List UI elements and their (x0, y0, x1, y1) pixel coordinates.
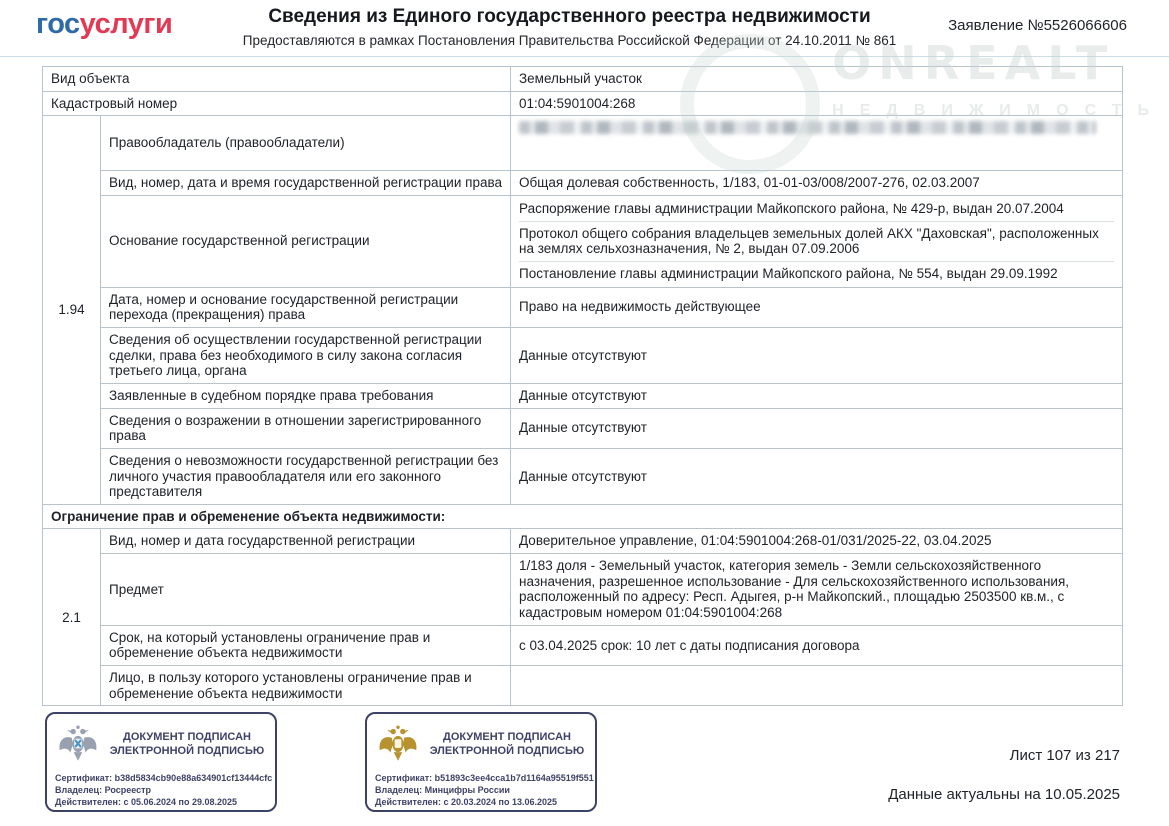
row-label: Вид объекта (43, 67, 511, 92)
application-number: Заявление №5526066606 (948, 17, 1127, 34)
row-value: Данные отсутствуют (511, 327, 1123, 383)
watermark-line2: НЕДВИЖИМОСТЬ (832, 102, 1165, 119)
page-subtitle: Предоставляются в рамках Постановления Правительства Российской Федерации от 24.10.2011 № 861 (242, 33, 897, 48)
value-paragraph: Распоряжение главы администрации Майкопского района, № 429-р, выдан 20.07.2004 (519, 200, 1064, 216)
table-row (43, 116, 1123, 171)
logo-part-gos: гос (36, 8, 80, 40)
signature-stamp-rosreestr (45, 712, 277, 812)
header-divider (0, 56, 1169, 57)
section-row (43, 504, 1123, 529)
section-header: Ограничение прав и обременение объекта недвижимости: (43, 504, 1123, 529)
logo-part-uslugi: услуги (79, 8, 173, 40)
row-label: Вид, номер, дата и время государственной регистрации права (101, 171, 511, 196)
russia-coat-of-arms-icon (375, 721, 421, 767)
row-value (511, 116, 1123, 171)
table-row (43, 383, 1123, 408)
stamp-title: ДОКУМЕНТ ПОДПИСАН ЭЛЕКТРОННОЙ ПОДПИСЬЮ (429, 730, 585, 757)
stamp-title: ДОКУМЕНТ ПОДПИСАН ЭЛЕКТРОННОЙ ПОДПИСЬЮ (109, 730, 265, 757)
table-row (43, 554, 1123, 626)
gosuslugi-logo (36, 8, 172, 41)
row-value: Общая долевая собственность, 1/183, 01-01-03/008/2007-276, 02.03.2007 (511, 171, 1123, 196)
value-paragraph: Постановление главы администрации Майкопского района, № 554, выдан 29.09.1992 (519, 261, 1114, 286)
row-value: Земельный участок (511, 67, 1123, 92)
redacted-content (519, 121, 1096, 134)
row-value: Данные отсутствуют (511, 448, 1123, 504)
row-label: Срок, на который установлены ограничение прав и обременение объекта недвижимости (101, 625, 511, 665)
signature-stamp-mincifry (365, 712, 597, 812)
data-actuality-date: Данные актуальны на 10.05.2025 (888, 786, 1120, 803)
row-label: Сведения об осуществлении государственной регистрации сделки, права без необходимого в силу закона согласия третьего лица, органа (101, 327, 511, 383)
table-row (43, 666, 1123, 706)
table-row (43, 625, 1123, 665)
group-number: 2.1 (43, 529, 101, 706)
row-value (511, 195, 1123, 287)
table-row (43, 287, 1123, 327)
row-value: с 03.04.2025 срок: 10 лет с даты подписания договора (511, 625, 1123, 665)
table-row (43, 91, 1123, 116)
row-label: Сведения о невозможности государственной регистрации без личного участия правообладателя или его законного представителя (101, 448, 511, 504)
page-number: Лист 107 из 217 (1009, 747, 1120, 764)
table-row (43, 327, 1123, 383)
row-label: Кадастровый номер (43, 91, 511, 116)
table-row (43, 529, 1123, 554)
document-header (185, 6, 954, 48)
row-label: Основание государственной регистрации (101, 195, 511, 287)
stamp-validity: Действителен: с 20.03.2024 по 13.06.2025 (375, 797, 558, 808)
row-label: Предмет (101, 554, 511, 626)
stamp-owner: Владелец: Росреестр (55, 785, 152, 796)
table-row (43, 448, 1123, 504)
stamp-certificate: Сертификат: b51893c3ee4cca1b7d1164a95519f551 (375, 773, 594, 783)
row-label: Дата, номер и основание государственной регистрации перехода (прекращения) права (101, 287, 511, 327)
row-value: Данные отсутствуют (511, 383, 1123, 408)
row-label: Вид, номер и дата государственной регистрации (101, 529, 511, 554)
row-value (511, 666, 1123, 706)
row-value: 01:04:5901004:268 (511, 91, 1123, 116)
rosreestr-eagle-icon (55, 721, 101, 767)
table-row (43, 408, 1123, 448)
row-label: Сведения о возражении в отношении зарегистрированного права (101, 408, 511, 448)
row-label: Заявленные в судебном порядке права требования (101, 383, 511, 408)
row-label: Правообладатель (правообладатели) (101, 116, 511, 171)
row-value: Доверительное управление, 01:04:5901004:268-01/031/2025-22, 03.04.2025 (511, 529, 1123, 554)
egrn-table (42, 66, 1123, 706)
stamp-validity: Действителен: с 05.06.2024 по 29.08.2025 (55, 797, 238, 808)
row-value: Данные отсутствуют (511, 408, 1123, 448)
row-label: Лицо, в пользу которого установлены ограничение прав и обременение объекта недвижимости (101, 666, 511, 706)
table-row (43, 171, 1123, 196)
value-paragraph: Протокол общего собрания владельцев земельных долей АКХ "Даховская", расположенных на землях сельхозназначения, № 2, выдан 07.09.2006 (519, 221, 1114, 261)
watermark-line1: ONREALT (832, 36, 1115, 90)
table-row (43, 67, 1123, 92)
page-title: Сведения из Единого государственного реестра недвижимости (268, 6, 871, 27)
table-row (43, 195, 1123, 287)
group-number: 1.94 (43, 116, 101, 505)
stamp-owner: Владелец: Минцифры России (375, 785, 510, 796)
row-value: 1/183 доля - Земельный участок, категория земель - Земли сельскохозяйственного назначения, разрешенное использование - Для сельскохозяйственного использования, расположенный по адресу: Респ. Адыгея, р-н Майкопский., площадью 2503500 кв.м., с кадастровым номером 01:04:5901004:268 (511, 554, 1123, 626)
stamp-certificate: Сертификат: b38d5834cb90e88a634901cf13444cfc (55, 773, 273, 783)
row-value: Право на недвижимость действующее (511, 287, 1123, 327)
